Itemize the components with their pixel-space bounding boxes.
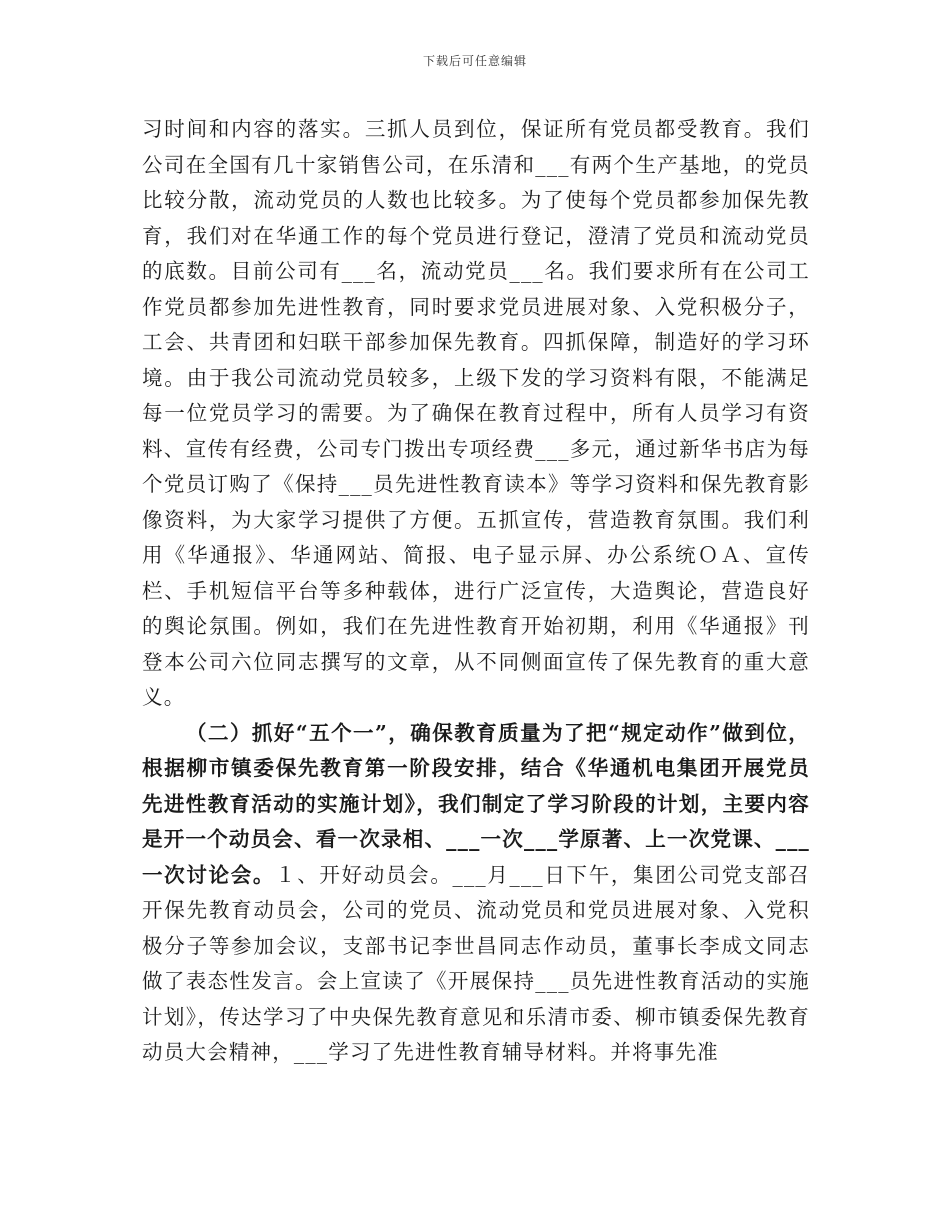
paragraph-1	[142, 112, 810, 716]
paragraph-2-text: １、开好动员会。___月___日下午，集团公司党支部召开保先教育动员会，公司的党员、流动党员和党员进展对象、入党积极分子等参加会议，支部书记李世昌同志作动员，董事长李成文同志做了表态性发言。会上宣读了《开展保持___员先进性教育活动的实施计划》，传达学习了中央保先教育意见和乐清市委、柳市镇委保先教育动员大会精神，___学习了先进性教育辅导材料。并将事先准	[142, 862, 810, 1064]
paragraph-1-text: 习时间和内容的落实。三抓人员到位，保证所有党员都受教育。我们公司在全国有几十家销售公司，在乐清和___有两个生产基地，的党员比较分散，流动党员的人数也比较多。为了使每个党员都参加保先教育，我们对在华通工作的每个党员进行登记，澄清了党员和流动党员的底数。目前公司有___名，流动党员___名。我们要求所有在公司工作党员都参加先进性教育，同时要求党员进展对象、入党积极分子，工会、共青团和妇联干部参加保先教育。四抓保障，制造好的学习环境。由于我公司流动党员较多，上级下发的学习资料有限，不能满足每一位党员学习的需要。为了确保在教育过程中，所有人员学习有资料、宣传有经费，公司专门拨出专项经费___多元，通过新华书店为每个党员订购了《保持___员先进性教育读本》等学习资料和保先教育影像资料，为大家学习提供了方便。五抓宣传，营造教育氛围。我们利用《华通报》、华通网站、简报、电子显示屏、办公系统ＯＡ、宣传栏、手机短信平台等多种载体，进行广泛宣传，大造舆论，营造良好的舆论氛围。例如，我们在先进性教育开始初期，利用《华通报》刊登本公司六位同志撰写的文章，从不同侧面宣传了保先教育的重大意义。	[142, 117, 810, 709]
paragraph-2	[142, 716, 810, 1071]
paragraph-2-bold: （二）抓好“五个一”，确保教育质量为了把“规定动作”做到位，根据柳市镇委保先教育第一阶段安排，结合《华通机电集团开展党员先进性教育活动的实施计划》，我们制定了学习阶段的计划，主要内容是开一个动员会、看一次录相、___一次___学原著、上一次党课、___一次讨论会。	[142, 720, 810, 887]
document-body	[142, 112, 810, 1071]
page-header: 下载后可任意编辑	[422, 54, 527, 68]
